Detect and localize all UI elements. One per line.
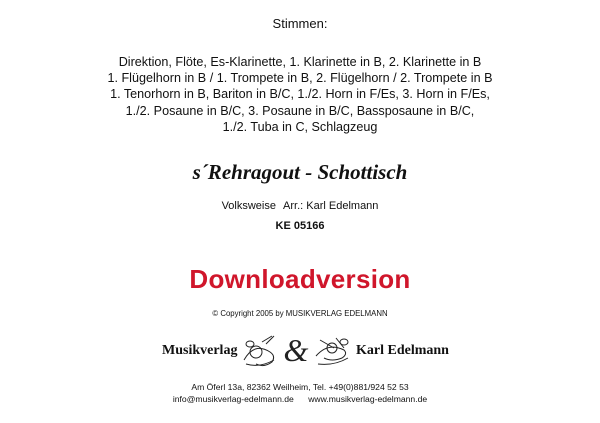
parts-line: Direktion, Flöte, Es-Klarinette, 1. Klarinette in B, 2. Klarinette in B — [118, 55, 482, 69]
credits — [0, 200, 600, 212]
parts-line: 1. Flügelhorn in B / 1. Trompete in B, 2. Flügelhorn / 2. Trompete in B — [107, 71, 493, 86]
contact-line — [0, 394, 600, 404]
parts-line: 1. Tenorhorn in B, Bariton in B/C, 1./2. Horn in F/Es, 3. Horn in F/Es, — [110, 87, 490, 102]
email-link[interactable]: info@musikverlag-edelmann.de — [172, 394, 294, 404]
download-version-label: Downloadversion — [189, 264, 411, 294]
parts-list — [0, 54, 600, 135]
logo-right-text: Karl Edelmann — [356, 343, 449, 358]
parts-line: 1./2. Posaune in B/C, 3. Posaune in B/C, Bassposaune in B/C, — [125, 103, 475, 118]
parts-line: 1./2. Tuba in C, Schlagzeug — [222, 119, 378, 134]
piece-title: s´Rehragout - Schottisch — [192, 160, 408, 184]
arranger-text: Arr.: Karl Edelmann — [283, 200, 379, 212]
publisher-address: Am Öferl 13a, 82362 Weilheim, Tel. +49(0)881/924 52 53 — [191, 382, 409, 392]
music-instruments-emblem-icon — [236, 330, 356, 370]
copyright-notice: © Copyright 2005 by MUSIKVERLAG EDELMANN — [212, 309, 388, 318]
publisher-logo — [0, 328, 600, 372]
stimmen-heading: Stimmen: — [272, 16, 328, 31]
catalog-code: KE 05166 — [275, 220, 325, 232]
logo-ampersand: & — [283, 332, 309, 368]
logo-left-text: Musikverlag — [162, 343, 238, 358]
origin-text: Volksweise — [221, 200, 276, 212]
website-link[interactable]: www.musikverlag-edelmann.de — [308, 394, 428, 404]
